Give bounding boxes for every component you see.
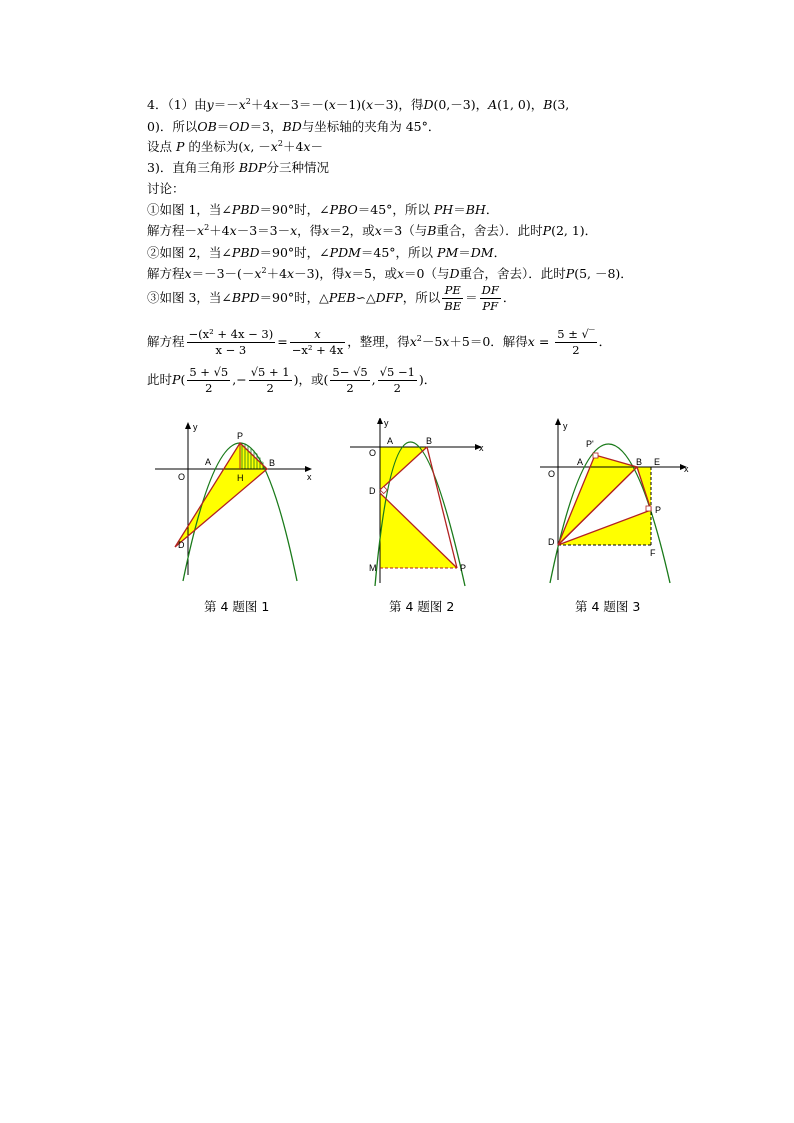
y-axis-arrow <box>555 418 561 425</box>
var: BH <box>465 202 486 217</box>
fraction-solution <box>555 327 596 358</box>
text: )． <box>418 372 437 387</box>
text: ＋4 <box>266 266 288 281</box>
denominator: 2 <box>393 381 401 395</box>
text: ＋4 <box>209 223 230 238</box>
var: D <box>449 266 460 281</box>
solution-line-12 <box>147 365 436 396</box>
text: ,− <box>232 372 247 387</box>
y-axis-arrow <box>185 422 191 429</box>
y-axis-arrow <box>377 418 383 424</box>
fraction-p-y2 <box>378 365 417 396</box>
text: ＝－ <box>213 97 239 112</box>
text: ＝45°，所以 <box>357 202 434 217</box>
text: , － <box>250 139 271 154</box>
text: 设点 <box>147 139 176 154</box>
label-y: y <box>563 421 568 431</box>
fraction-df-pf <box>480 283 501 314</box>
var: x <box>238 97 246 112</box>
figure-1-caption: 第 4 题图 1 <box>204 599 270 614</box>
label-y: y <box>193 422 198 432</box>
var: y <box>206 97 214 112</box>
var: BPD <box>231 290 260 305</box>
figure-1 <box>145 415 325 590</box>
numerator: DF <box>481 283 499 297</box>
var: x <box>184 266 192 281</box>
text: ＝ <box>216 119 230 134</box>
label-a: A <box>205 457 212 467</box>
text: 讨论： <box>147 181 185 196</box>
text: ＋5＝0．解得 <box>449 334 528 349</box>
var: x <box>290 223 298 238</box>
var: x <box>366 97 374 112</box>
text: = <box>534 334 554 349</box>
var: x <box>396 266 405 281</box>
var: B <box>427 223 437 238</box>
text: 0)．所以 <box>147 119 198 134</box>
label-b: B <box>636 457 643 467</box>
text: ． <box>502 290 516 305</box>
solution-line-8 <box>147 245 506 261</box>
label-a: A <box>577 457 584 467</box>
text: ＝－3－(－ <box>191 266 255 281</box>
text: ＝45°，所以 <box>360 245 438 260</box>
text: ． <box>598 334 612 349</box>
text: 重合，舍去）．此时 <box>436 223 543 238</box>
right-angle-marker-p-prime <box>593 453 598 458</box>
label-b: B <box>426 436 433 446</box>
exponent: 2 <box>204 223 210 232</box>
text: －3＝－( <box>278 97 329 112</box>
text: ＝ <box>458 245 471 260</box>
var: PBD <box>231 245 260 260</box>
var: PDM <box>329 245 361 260</box>
var: x <box>303 139 311 154</box>
text: (2, 1)． <box>551 223 598 238</box>
label-o: O <box>548 469 556 479</box>
right-angle-marker-p <box>646 506 651 511</box>
label-y: y <box>384 418 389 428</box>
numerator: 5 + √5 <box>189 365 229 379</box>
var: OB <box>197 119 217 134</box>
solution-line-2 <box>147 119 440 135</box>
text: 3)．直角三角形 <box>147 160 239 175</box>
fraction-p-x2 <box>330 365 369 396</box>
numerator: √5 −1 <box>379 365 415 379</box>
solution-line-9 <box>147 266 633 282</box>
solution-line-3 <box>147 139 323 155</box>
figure-3 <box>535 415 700 590</box>
text: 与坐标轴的夹角为 45°． <box>301 119 441 134</box>
text: (0,－3)， <box>433 97 489 112</box>
fraction-pe-be <box>442 283 463 314</box>
solution-line-5 <box>147 181 185 197</box>
solution-line-1 <box>147 97 569 113</box>
text: － <box>310 139 323 154</box>
text: ①如图 1，当∠ <box>147 202 232 217</box>
label-p-prime: P' <box>586 439 594 449</box>
text: ，得 <box>297 223 323 238</box>
solution-line-10 <box>147 283 515 314</box>
figure-3-caption: 第 4 题图 3 <box>575 599 641 614</box>
var: x <box>243 139 251 154</box>
text: －1)( <box>335 97 367 112</box>
denominator: 2 <box>266 381 274 395</box>
label-e: E <box>654 457 661 467</box>
exponent: 2 <box>416 334 422 343</box>
var: PBO <box>329 202 358 217</box>
var: x <box>344 266 352 281</box>
var: x <box>442 334 450 349</box>
text: －5 <box>421 334 443 349</box>
label-b: B <box>269 458 276 468</box>
denominator: 2 <box>572 343 580 357</box>
text: 解方程 <box>147 266 185 281</box>
text: ＝90°时，△ <box>259 290 329 305</box>
text: 4．（1）由 <box>147 97 207 112</box>
text: , <box>371 372 376 387</box>
denominator: 2 <box>205 381 213 395</box>
denominator: BE <box>444 299 462 313</box>
label-p: P <box>237 431 244 441</box>
text: －3)，得 <box>373 97 424 112</box>
var: x <box>527 334 535 349</box>
label-d: D <box>548 537 555 547</box>
label-f: F <box>650 548 656 558</box>
var: D <box>423 97 434 112</box>
numerator: x <box>290 327 345 343</box>
text: ②如图 2，当∠ <box>147 245 232 260</box>
text: 解方程－ <box>147 223 198 238</box>
fraction-p-y1 <box>249 365 292 396</box>
text: ＝3， <box>249 119 283 134</box>
var: x <box>287 266 295 281</box>
var: P <box>565 266 575 281</box>
label-h: H <box>237 473 244 483</box>
text: ． <box>485 202 499 217</box>
text: －3＝3－ <box>236 223 291 238</box>
denominator: 2 <box>346 381 354 395</box>
var: PEB <box>328 290 356 305</box>
text: ＝ <box>453 202 466 217</box>
text: ＝3（与 <box>381 223 428 238</box>
var: x <box>409 334 417 349</box>
text: ( <box>180 372 186 387</box>
var: x <box>197 223 205 238</box>
text: 解方程 <box>147 334 185 349</box>
var: OD <box>229 119 250 134</box>
var: P <box>172 372 181 387</box>
text: (1, 0)， <box>497 97 544 112</box>
exponent: 2 <box>261 266 267 275</box>
text: －3)，得 <box>294 266 345 281</box>
label-x: x <box>684 464 689 474</box>
text: = <box>277 334 288 349</box>
text: 分三种情况 <box>266 160 329 175</box>
text: (5, －8)． <box>574 266 633 281</box>
label-d: D <box>369 486 376 496</box>
text: (3, <box>552 97 570 112</box>
text: 的坐标为( <box>184 139 244 154</box>
denominator: x − 3 <box>215 343 247 357</box>
text: ∽△ <box>355 290 376 305</box>
var: PH <box>433 202 454 217</box>
var: BD <box>282 119 302 134</box>
numerator: −(x² + 4x − 3) <box>188 327 274 341</box>
text: )，或( <box>293 372 329 387</box>
solution-line-11 <box>147 327 611 358</box>
denominator: PF <box>482 299 499 313</box>
text: ＝ <box>465 290 478 305</box>
text: ＋4 <box>250 97 272 112</box>
solution-line-6 <box>147 202 498 218</box>
var: BDP <box>238 160 267 175</box>
var: x <box>322 223 330 238</box>
var: PBD <box>231 202 260 217</box>
var: B <box>543 97 553 112</box>
var: PM <box>437 245 459 260</box>
text: ，所以 <box>402 290 441 305</box>
numerator: 5− √5 <box>332 365 368 379</box>
text: ＝0（与 <box>404 266 450 281</box>
var: x <box>229 223 237 238</box>
label-a: A <box>387 436 394 446</box>
exponent: 2 <box>245 97 251 106</box>
text: ③如图 3，当∠ <box>147 290 232 305</box>
label-m: M <box>369 563 377 573</box>
label-x: x <box>307 472 312 482</box>
label-d: D <box>178 540 185 550</box>
numerator: 5 ± √‾ <box>557 327 595 341</box>
text: ＝90°时，∠ <box>259 245 330 260</box>
var: A <box>488 97 498 112</box>
var: x <box>270 139 278 154</box>
fraction-equation-left <box>187 327 276 358</box>
numerator: PE <box>442 283 463 299</box>
numerator: √5 + 1 <box>250 365 290 379</box>
var: DM <box>470 245 494 260</box>
var: P <box>175 139 185 154</box>
denominator: −x² + 4x <box>291 343 344 357</box>
text: ＝90°时，∠ <box>259 202 330 217</box>
text: ＝5，或 <box>351 266 397 281</box>
var: DFP <box>375 290 403 305</box>
var: x <box>328 97 336 112</box>
label-o: O <box>369 448 377 458</box>
label-p: P <box>460 563 467 573</box>
text: ． <box>493 245 507 260</box>
exponent: 2 <box>277 139 283 148</box>
text: ＋4 <box>282 139 304 154</box>
solution-line-7 <box>147 223 597 239</box>
solution-line-4 <box>147 160 329 176</box>
var: x <box>374 223 382 238</box>
text: ，整理，得 <box>347 334 410 349</box>
fraction-equation-right <box>290 327 345 358</box>
label-p: P <box>655 505 662 515</box>
text: 重合，舍去）．此时 <box>459 266 566 281</box>
text: ＝2，或 <box>329 223 375 238</box>
text: 此时 <box>147 372 173 387</box>
fraction-p-x1 <box>187 365 230 396</box>
figure-2-caption: 第 4 题图 2 <box>389 599 455 614</box>
var: x <box>271 97 279 112</box>
figure-2 <box>345 418 495 588</box>
label-o: O <box>178 472 186 482</box>
var: P <box>542 223 552 238</box>
label-x: x <box>479 443 484 453</box>
var: x <box>254 266 262 281</box>
